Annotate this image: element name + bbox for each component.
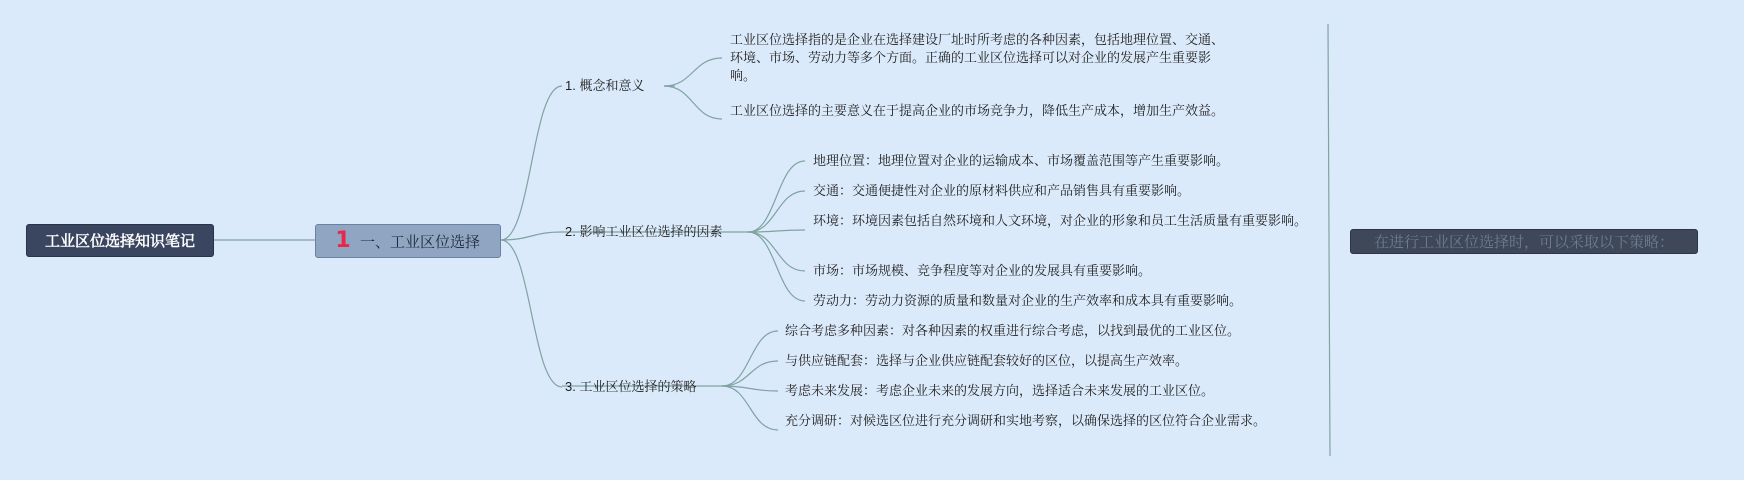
leaf-item[interactable] xyxy=(785,322,1285,340)
connector-branch-leaf xyxy=(748,161,805,232)
connector-branch-leaf xyxy=(722,386,778,391)
leaf-text: 充分调研：对候选区位进行充分调研和实地考察，以确保选择的区位符合企业需求。 xyxy=(785,413,1267,428)
connector-branch-leaf xyxy=(722,361,778,386)
leaf-item[interactable] xyxy=(730,31,1230,85)
root-label: 工业区位选择知识笔记 xyxy=(44,233,195,250)
leaf-text: 与供应链配套：选择与企业供应链配套较好的区位，以提高生产效率。 xyxy=(785,353,1189,368)
connector-section-branch xyxy=(501,86,562,240)
root-node[interactable] xyxy=(26,224,214,257)
connector-branch-leaf xyxy=(748,232,805,301)
leaf-item[interactable] xyxy=(813,292,1313,310)
leaf-text: 交通：交通便捷性对企业的原材料供应和产品销售具有重要影响。 xyxy=(813,183,1191,198)
summary-label: 在进行工业区位选择时，可以采取以下策略： xyxy=(1373,234,1674,251)
branch-concept[interactable] xyxy=(565,77,644,95)
connector-branch-leaf xyxy=(664,58,722,86)
connector-branch-leaf xyxy=(722,331,778,386)
connector-branch-leaf xyxy=(722,386,778,430)
leaf-item[interactable] xyxy=(813,182,1313,200)
leaf-text: 地理位置：地理位置对企业的运输成本、市场覆盖范围等产生重要影响。 xyxy=(813,153,1230,168)
leaf-text: 工业区位选择的主要意义在于提高企业的市场竞争力，降低生产成本，增加生产效益。 xyxy=(730,103,1225,118)
section-number-badge: 1 xyxy=(335,228,351,253)
branch-label: 1. 概念和意义 xyxy=(565,78,645,93)
leaf-text: 工业区位选择指的是企业在选择建设厂址时所考虑的各种因素，包括地理位置、交通、环境、市场、劳动力等多个方面。正确的工业区位选择可以对企业的发展产生重要影响。 xyxy=(730,32,1225,83)
leaf-text: 环境：环境因素包括自然环境和人文环境，对企业的形象和员工生活质量有重要影响。 xyxy=(813,213,1308,228)
branch-label: 3. 工业区位选择的策略 xyxy=(565,379,697,394)
leaf-item[interactable] xyxy=(785,352,1285,370)
leaf-item[interactable] xyxy=(785,382,1285,400)
connector-section-branch xyxy=(501,240,562,387)
connector-section-branch xyxy=(501,232,562,240)
leaf-item[interactable] xyxy=(785,412,1285,430)
branch-label: 2. 影响工业区位选择的因素 xyxy=(565,224,723,239)
leaf-item[interactable] xyxy=(813,152,1313,170)
leaf-item[interactable] xyxy=(813,212,1313,230)
section-node[interactable] xyxy=(315,224,501,258)
connector-summary-bracket xyxy=(1328,24,1330,456)
leaf-text: 考虑未来发展：考虑企业未来的发展方向，选择适合未来发展的工业区位。 xyxy=(785,383,1215,398)
summary-node[interactable] xyxy=(1350,229,1698,254)
connector-branch-leaf xyxy=(664,86,722,119)
section-label: 一、工业区位选择 xyxy=(359,233,480,251)
leaf-item[interactable] xyxy=(730,102,1230,120)
branch-strategies[interactable] xyxy=(565,378,696,396)
leaf-item[interactable] xyxy=(813,262,1313,280)
branch-factors[interactable] xyxy=(565,223,722,241)
leaf-text: 市场：市场规模、竞争程度等对企业的发展具有重要影响。 xyxy=(813,263,1152,278)
leaf-text: 劳动力：劳动力资源的质量和数量对企业的生产效率和成本具有重要影响。 xyxy=(813,293,1243,308)
leaf-text: 综合考虑多种因素：对各种因素的权重进行综合考虑，以找到最优的工业区位。 xyxy=(785,323,1241,338)
